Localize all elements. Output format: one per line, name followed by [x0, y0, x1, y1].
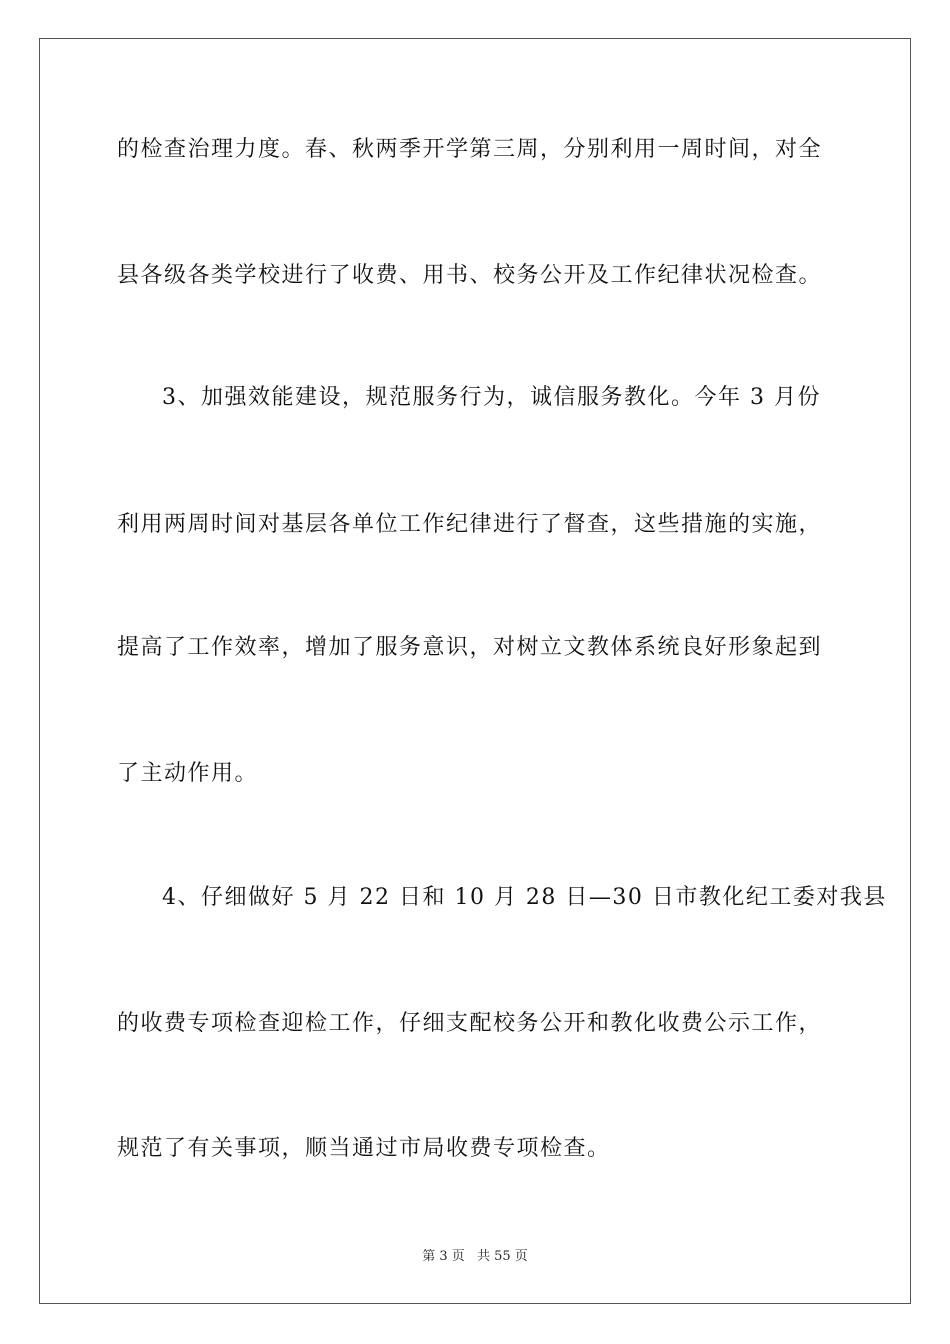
text-line: 规范了有关事项，顺当通过市局收费专项检查。 [117, 1136, 611, 1161]
text-line: 的收费专项检查迎检工作，仔细支配校务公开和教化收费公示工作， [117, 1011, 823, 1036]
text-line: 提高了工作效率，增加了服务意识，对树立文教体系统良好形象起到 [117, 635, 823, 660]
page-footer [0, 1248, 950, 1266]
text-line: 利用两周时间对基层各单位工作纪律进行了督查，这些措施的实施， [117, 512, 823, 537]
text-line: 3、加强效能建设，规范服务行为，诚信服务教化。今年 3 月份 [162, 385, 821, 410]
text-line: 的检查治理力度。春、秋两季开学第三周，分别利用一周时间，对全 [117, 137, 823, 162]
text-line: 了主动作用。 [117, 761, 259, 786]
text-line: 县各级各类学校进行了收费、用书、校务公开及工作纪律状况检查。 [117, 263, 823, 288]
text-line: 4、仔细做好 5 月 22 日和 10 月 28 日—30 日市教化纪工委对我县 [162, 885, 887, 910]
page-number: 第 3 页 [422, 1249, 465, 1264]
page-total: 共 55 页 [476, 1249, 528, 1264]
page-frame [39, 38, 911, 1304]
